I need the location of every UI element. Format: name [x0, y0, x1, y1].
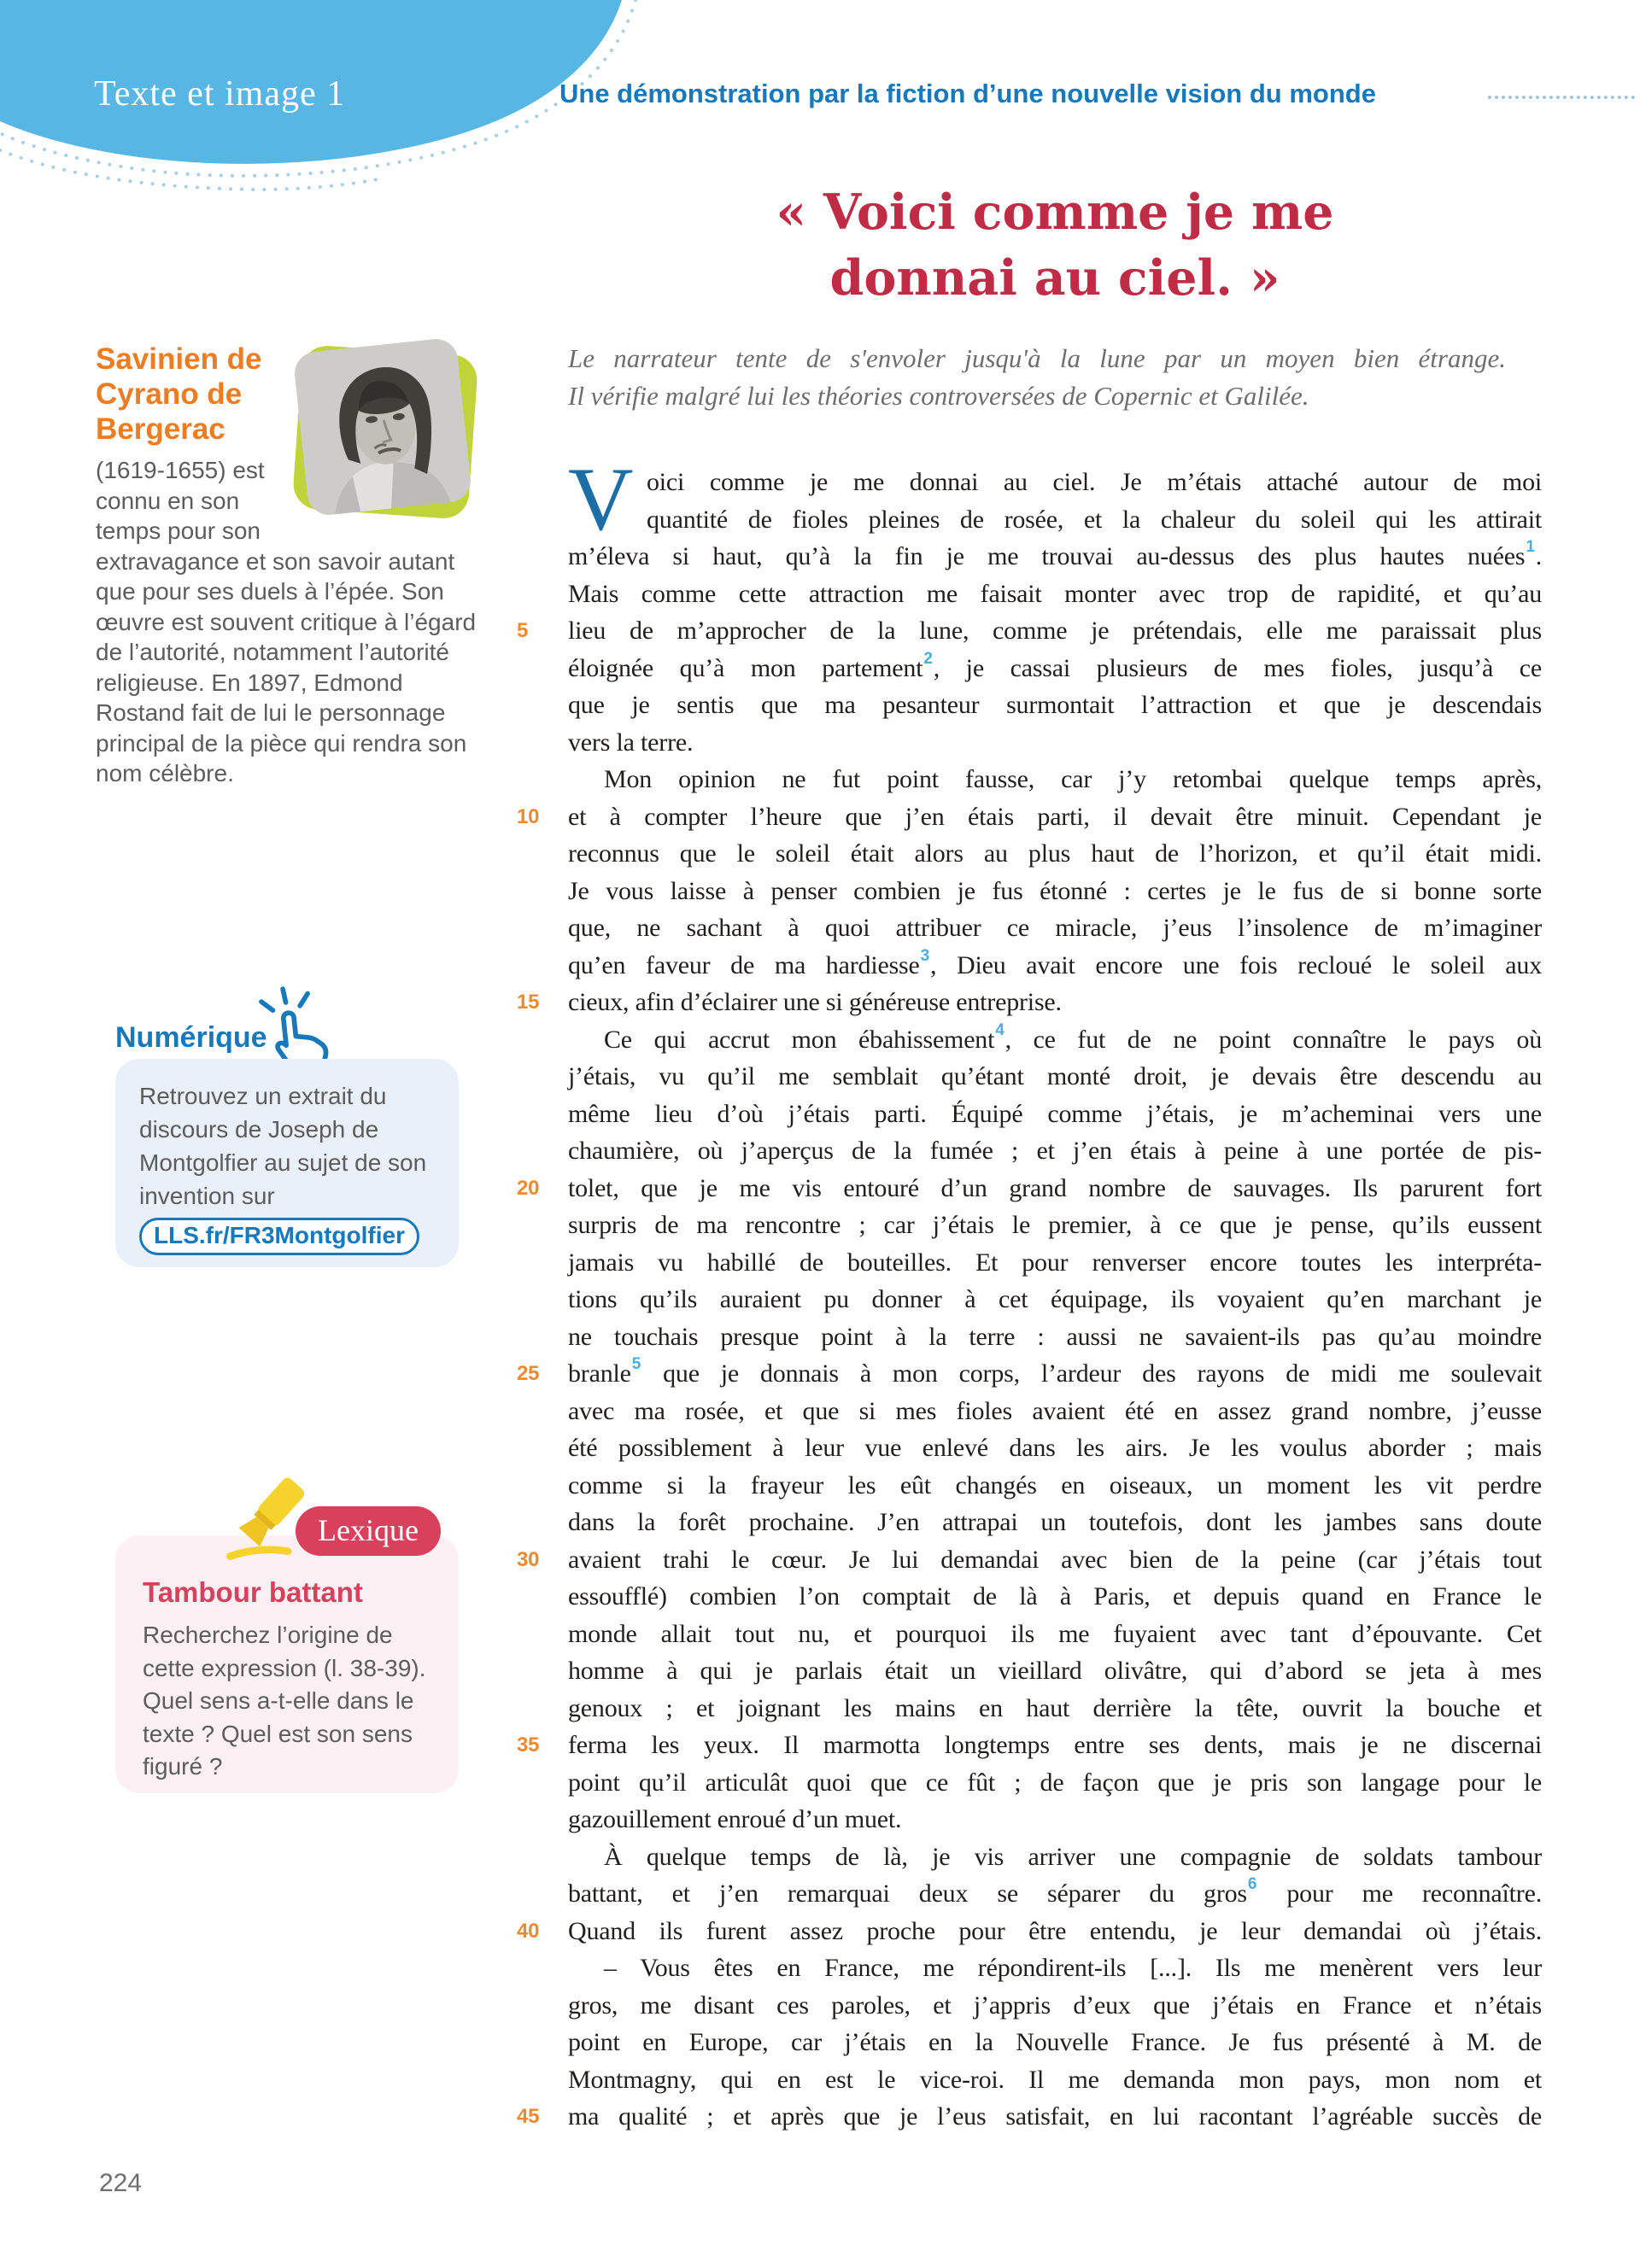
text-line: m’éleva si haut, qu’à la fin je me trouvai au-dessus des plus hautes nuées$^1$. [568, 538, 1542, 570]
resource-link[interactable]: LLS.fr/FR3Montgolfier [139, 1218, 419, 1255]
drop-cap: V [568, 449, 634, 549]
numerique-label: Numérique [115, 1021, 267, 1054]
text-line: Je vous laisse à penser combien je fus étonné : certes je le fus de si bonne sorte [568, 876, 1542, 905]
line-number: 40 [517, 1919, 540, 1943]
line-number: 35 [517, 1733, 540, 1757]
text-line: vers la terre. [568, 728, 694, 757]
text-line: comme si la frayeur les eût changés en oiseaux, un moment les vit perdre [568, 1470, 1542, 1499]
author-portrait [287, 343, 482, 524]
intro-summary [568, 340, 1506, 415]
intro-line1: Le narrateur tente de s'envoler jusqu'à la lune par un moyen bien étrange. [568, 343, 1506, 373]
line-number: 10 [517, 804, 540, 828]
text-line: 40 Quand ils furent assez proche pour être entendu, je leur demandai où j’étais. [568, 1913, 1542, 1950]
text-line: – Vous êtes en France, me répondirent-ils [...]. Ils me menèrent vers leur [604, 1954, 1542, 1982]
text-line: À quelque temps de là, je vis arriver une compagnie de soldats tambour [604, 1842, 1542, 1871]
dotted-leader [1488, 96, 1635, 99]
text-line: homme à qui je parlais était un vieillard olivâtre, qui d’abord se jeta à mes [568, 1657, 1542, 1685]
text-line: 30 avaient trahi le cœur. Je lui demandai avec bien de la peine (car j’étais tout [568, 1541, 1542, 1579]
text-line: que, ne sachant à quoi attribuer ce miracle, j’eus l’insolence de m’imaginer [568, 914, 1542, 942]
footnote-marker: 2 [923, 649, 933, 668]
text-line: Ce qui accrut mon ébahissement$^4$, ce fut de ne point connaître le pays où [604, 1020, 1542, 1054]
line-number: 45 [517, 2105, 540, 2128]
text-line: 35 ferma les yeux. Il marmotta longtemps entre ses dents, mais je ne discernai [568, 1727, 1542, 1764]
text-line: genoux ; et joignant les mains en haut derrière la tête, ouvrit la bouche et [568, 1693, 1542, 1722]
chapter-title: Une démonstration par la fiction d’une nouvelle vision du monde [559, 79, 1376, 108]
footnote-marker: 6 [1247, 1875, 1257, 1893]
text-line: oici comme je me donnai au ciel. Je m’étais attaché autour de moi [647, 468, 1542, 496]
text-line: point en Europe, car j’étais en la Nouvelle France. Je fus présenté à M. de [568, 2028, 1542, 2056]
text-line: été possiblement à leur vue enlevé dans les airs. Je les voulus aborder ; mais [568, 1434, 1542, 1462]
numerique-text: Retrouvez un extrait du discours de Joseph de Montgolfier au sujet de son invention sur [139, 1083, 427, 1209]
text-line: 25 branle$^5$ que je donnais à mon corps, l’ardeur des rayons de midi me soulevait [568, 1355, 1542, 1393]
text-line: 15 cieux, afin d’éclairer une si généreuse entreprise. [568, 984, 1542, 1021]
text-line: tions qu’ils auraient pu donner à cet équipage, ils voyaient qu’en marchant je [568, 1285, 1542, 1313]
author-name: Savinien de Cyrano de Bergerac [96, 342, 262, 446]
page-title-line1: « Voici comme je me [776, 184, 1334, 241]
line-number: 5 [517, 619, 529, 642]
footnote-marker: 1 [1526, 538, 1535, 556]
line-number: 25 [517, 1362, 540, 1385]
text-line: Montmagny, qui en est le vice-roi. Il me demanda mon pays, mon nom et [568, 2065, 1542, 2094]
text-line: ne touchais presque point à la terre : aussi ne savaient-ils pas qu’au moindre [568, 1322, 1542, 1351]
text-line: monde allait tout nu, et pourquoi ils me fuyaient avec tant d’épouvante. Cet [568, 1619, 1542, 1648]
lexique-heading: Tambour battant [143, 1576, 363, 1608]
text-lines [517, 449, 1542, 2136]
text-line: surpris de ma rencontre ; car j’étais le premier, à ce que je pense, qu’ils eussent [568, 1211, 1542, 1239]
page-number: 224 [99, 2169, 143, 2197]
text-line: Mon opinion ne fut point fausse, car j’y retombai quelque temps après, [604, 765, 1542, 793]
page-title-line2: donnai au ciel. » [829, 249, 1280, 307]
text-line: dans la forêt prochaine. J’en attrapai un toutefois, dont les jambes sans doute [568, 1508, 1542, 1536]
text-line: j’étais, vu qu’il me semblait qu’étant monté droit, je devais être descendu au [568, 1062, 1542, 1090]
text-line: 5 lieu de m’approcher de la lune, comme je prétendais, elle me paraissait plus [568, 612, 1542, 650]
text-line: reconnus que le soleil était alors au plus haut de l’horizon, et qu’il était midi. [568, 839, 1542, 868]
footnote-marker: 4 [995, 1020, 1004, 1039]
text-line: Mais comme cette attraction me faisait monter avec trop de rapidité, et qu’au [568, 579, 1542, 608]
text-line: gros, me disant ces paroles, et j’appris d’eux que j’étais en France et n’étais [568, 1990, 1542, 2020]
portrait-cyrano-image [292, 336, 472, 517]
text-line: éloignée qu’à mon partement$^2$, je cassai plusieurs de mes fioles, jusqu’à ce [568, 649, 1542, 682]
intro-line2: Il vérifie malgré lui les théories controversées de Copernic et Galilée. [568, 381, 1309, 411]
text-line: avec ma rosée, et que si mes fioles avaient été en assez grand nombre, j’eusse [568, 1396, 1542, 1425]
lexique-badge: Lexique [296, 1506, 441, 1556]
line-number: 15 [517, 991, 540, 1014]
text-line: quantité de fioles pleines de rosée, et la chaleur du soleil qui les attirait [647, 505, 1542, 534]
text-line: point qu’il articulât quoi que ce fût ; de façon que je pris son langage pour le [568, 1768, 1542, 1797]
main-text [517, 449, 1542, 2136]
line-number: 30 [517, 1547, 540, 1571]
numerique-box [115, 1059, 459, 1267]
page-title [568, 179, 1542, 311]
text-line: battant, et j’en remarquai deux se séparer du gros$^6$ pour me reconnaître. [568, 1875, 1542, 1908]
author-bio: (1619-1655) est connu en son temps pour son extravagance et son savoir autant que pour ses duels à l’épée. Son œuvre est souvent critique à l’égard de l’autorité, notamment l’autorité religieuse. En 1897, Edmond Rostand fait de lui le personnage principal de la pièce qui rendra son nom célèbre. [96, 457, 477, 786]
text-line: chaumière, où j’aperçus de la fumée ; et j’en étais à peine à une portée de pis- [568, 1137, 1542, 1165]
text-line: 20 tolet, que je me vis entouré d’un grand nombre de sauvages. Ils parurent fort [568, 1170, 1542, 1207]
text-line: essoufflé) combien l’on comptait de là à Paris, et depuis quand en France le [568, 1582, 1542, 1610]
text-line: 45 ma qualité ; et après que je l’eus satisfait, en lui racontant l’agréable succès de [568, 2098, 1542, 2136]
text-line: qu’en faveur de ma hardiesse$^3$, Dieu avait encore une fois recloué le soleil aux [568, 946, 1542, 979]
text-line: 10 et à compter l’heure que j’en étais parti, il devait être minuit. Cependant je [568, 798, 1542, 836]
text-line: même lieu d’où j’étais parti. Équipé comme j’étais, je m’acheminai vers une [568, 1099, 1542, 1128]
author-box [96, 342, 482, 789]
text-line: jamais vu habillé de bouteilles. Et pour renverser encore toutes les interpréta- [568, 1248, 1542, 1277]
text-line: gazouillement enroué d’un muet. [568, 1805, 902, 1833]
line-number: 20 [517, 1176, 540, 1200]
text-line: que je sentis que ma pesanteur surmontait l’attraction et que je descendais [568, 691, 1542, 719]
footnote-marker: 5 [631, 1355, 641, 1373]
footnote-marker: 3 [920, 946, 930, 965]
section-banner-label: Texte et image 1 [94, 74, 346, 114]
lexique-question: Recherchez l’origine de cette expression (l. 38-39). Quel sens a-t-elle dans le texte ? Quel est son sens figuré ? [143, 1622, 426, 1780]
